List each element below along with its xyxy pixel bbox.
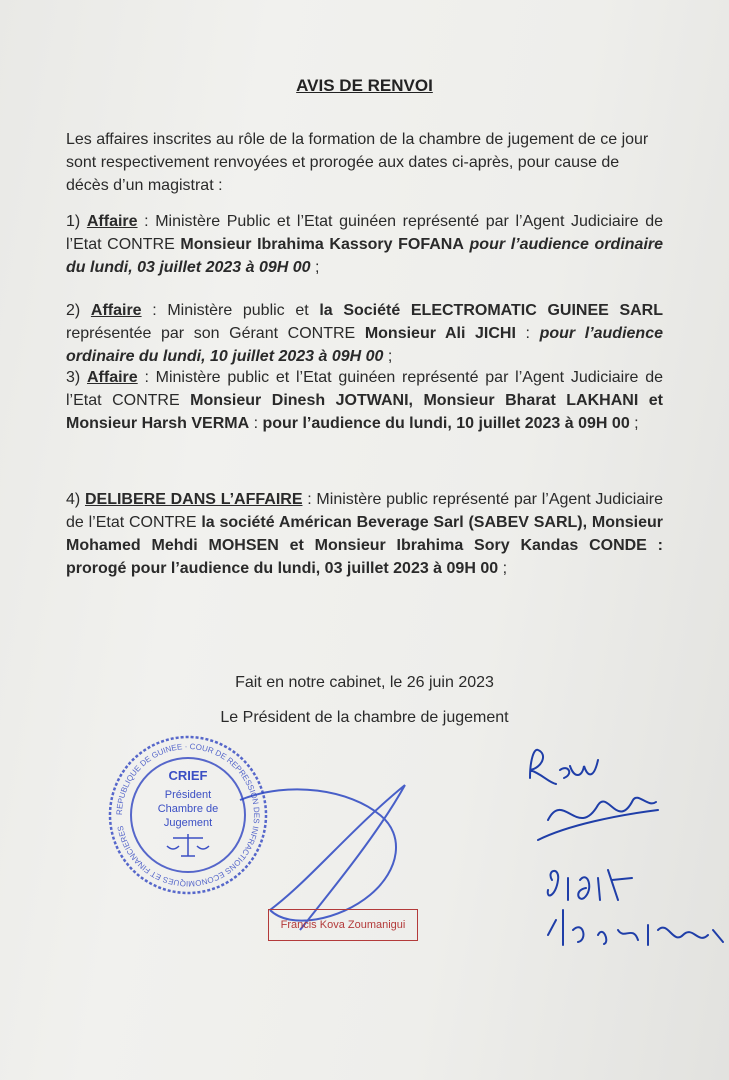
document-title: AVIS DE RENVOI — [296, 76, 433, 95]
stamp-abbrev: CRIEF — [168, 768, 208, 783]
signatory-name-box: Francis Kova Zoumanigui — [268, 909, 418, 941]
stamp-line-1: Président — [164, 789, 212, 801]
case-item-3: 3) Affaire : Ministère public et l’Etat guinéen représenté par l’Agent Judiciaire de l’Etat CONTRE Monsieur Dinesh JOTWANI, Monsieur Bharat LAKHANI et Monsieur Harsh VERMA : pour l’audience du lundi, 10 juillet 2023 à 09H 00 ; — [66, 369, 663, 432]
case-item-1: 1) Affaire : Ministère Public et l’Etat guinéen représenté par l’Agent Judiciaire de l’Etat CONTRE Monsieur Ibrahima Kassory FOFANA pour l’audience ordinaire du lundi, 03 juillet 2023 à 09H 00 ; — [66, 213, 664, 276]
case-item-4: 4) DELIBERE DANS L’AFFAIRE : Ministère public représenté par l’Agent Judiciaire de l’Etat CONTRE la société Américan Beverage Sarl (SABEV SARL), Monsieur Mohamed Mehdi MOHSEN et Monsieur Ibrahima Sory Kandas CONDE : prorogé pour l’audience du lundi, 03 juillet 2023 à 09H 00 ; — [66, 491, 663, 577]
scales-of-justice-icon — [167, 834, 209, 856]
place-and-date: Fait en notre cabinet, le 26 juin 2023 — [235, 674, 494, 691]
signatory-title: Le Président de la chambre de jugement — [220, 709, 509, 726]
stamp-ring-text: REPUBLIQUE DE GUINEE · COUR DE REPRESSION DES INFRACTIONS ECONOMIQUES ET FINANCIERES — [114, 741, 262, 889]
intro-paragraph: Les affaires inscrites au rôle de la formation de la chambre de jugement de ce jour sont respectivement renvoyées et prorogée aux dates ci-après, pour cause de décès d’un magistrat : — [66, 131, 649, 194]
case-item-2: 2) Affaire : Ministère public et la Société ELECTROMATIC GUINEE SARL représentée par son Gérant CONTRE Monsieur Ali JICHI : pour l’audience ordinaire du lundi, 10 juillet 2023 à 09H 00 ; — [66, 302, 663, 365]
stamp-line-3: Jugement — [163, 817, 213, 829]
handwritten-receipt-signature — [508, 730, 729, 970]
stamp-line-2: Chambre de — [157, 803, 219, 815]
